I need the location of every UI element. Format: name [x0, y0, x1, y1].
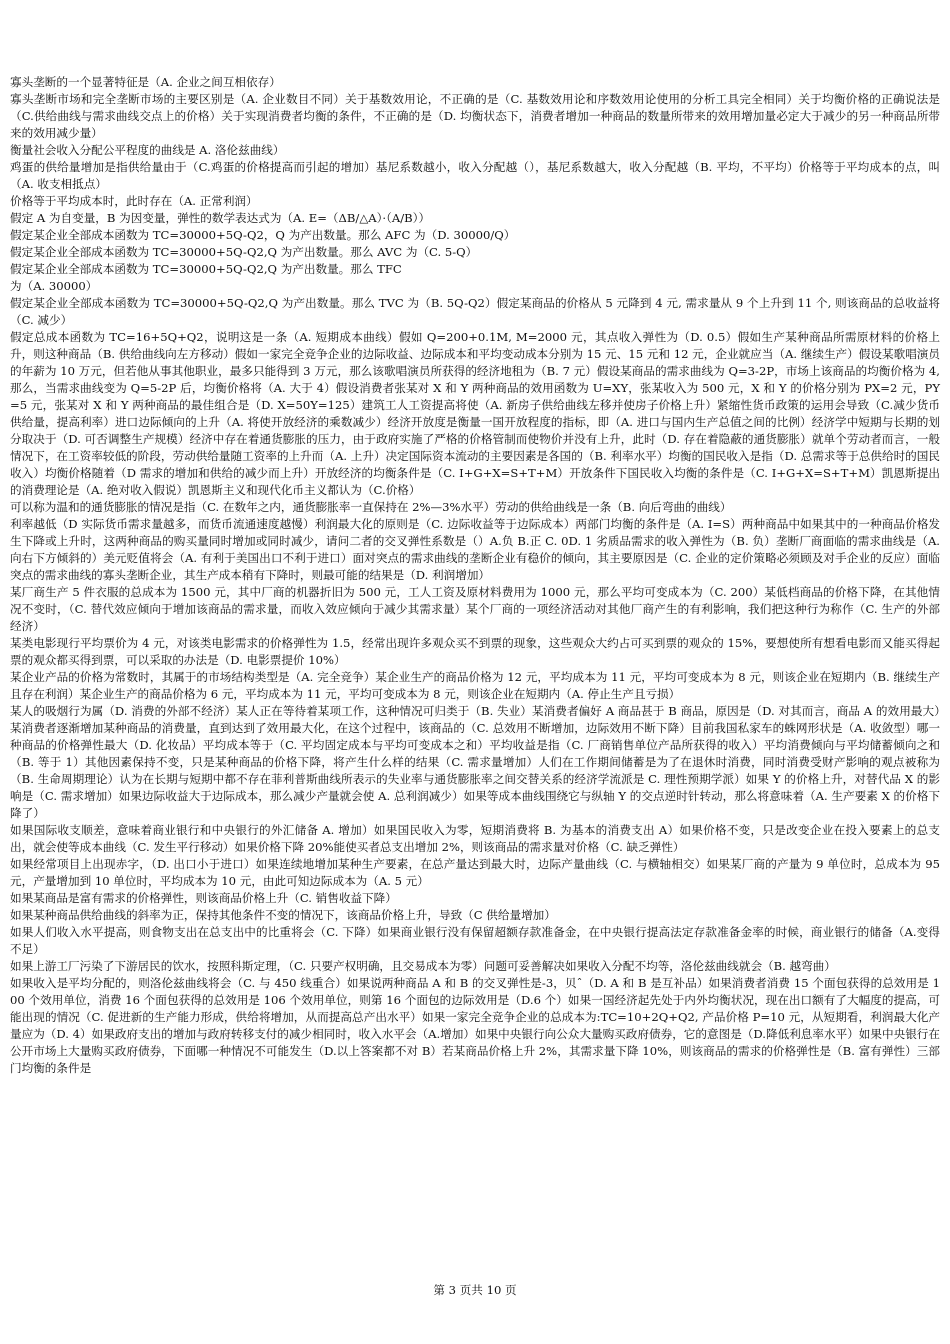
paragraph: 可以称为温和的通货膨胀的情况是指（C. 在数年之内，通货膨胀率一直保持在 2%—3%水平）劳动的供给曲线是一条（B. 向后弯曲的曲线） — [10, 500, 732, 514]
paragraph: 鸡蛋的供给量增加是指供给量由于（C.鸡蛋的价格提高而引起的增加）基尼系数越小，收入分配越（），基尼系数越大，收入分配越（B. 平均，不平均）价格等于平均成本的点，叫（A. 收支相抵点） — [10, 160, 940, 191]
paragraph: 某厂商生产 5 件衣服的总成本为 1500 元，其中厂商的机器折旧为 500 元，工人工资及原材料费用为 1000 元，那么平均可变成本为（C. 200）某低档商品的价格下降，在其他情况不变时，（C. 替代效应倾向于增加该商品的需求量，而收入效应倾向于减少其需求量）某个厂商的一项经济活动对其他厂商产生的有利影响，我们把这种行为称作（C. 生产的外部经济） — [10, 585, 940, 633]
paragraph: 如果某种商品供给曲线的斜率为正，保持其他条件不变的情况下，该商品价格上升，导致（C 供给量增加） — [10, 908, 556, 922]
paragraph: 价格等于平均成本时，此时存在（A. 正常利润） — [10, 194, 258, 208]
paragraph: 某类电影现行平均票价为 4 元，对该类电影需求的价格弹性为 1.5，经常出现许多观众买不到票的现象，这些观众大约占可买到票的观众的 15%，要想使所有想看电影而又能买得起票的观众都买得到票，可以采取的办法是（D. 电影票提价 10%） — [10, 636, 940, 667]
paragraph: 如果经常项目上出现赤字，（D. 出口小于进口）如果连续地增加某种生产要素，在总产量达到最大时，边际产量曲线（C. 与横轴相交）如果某厂商的产量为 9 单位时，总成本为 95 元，产量增加到 10 单位时，平均成本为 10 元，由此可知边际成本为（A. 5 元） — [10, 857, 940, 888]
paragraph: 假定 A 为自变量，B 为因变量，弹性的数学表达式为（A. E=（ΔB/△A）·（A/B）） — [10, 211, 431, 225]
paragraph: 假定某企业全部成本函数为 TC=30000+5Q-Q2,Q 为产出数量。那么 TFC — [10, 262, 402, 276]
paragraph: 假定某企业全部成本函数为 TC=30000+5Q-Q2,Q 为产出数量。那么 TVC 为（B. 5Q-Q2）假定某商品的价格从 5 元降到 4 元, 需求量从 9 个上升到 11 个, 则该商品的总收益将（C. 减少） — [10, 296, 940, 327]
paragraph: 寡头垄断的一个显著特征是（A. 企业之间互相依存） — [10, 75, 281, 89]
paragraph: 利率越低（D 实际货币需求量越多，而货币流通速度越慢）利润最大化的原则是（C. 边际收益等于边际成本）两部门均衡的条件是（A. I=S）两种商品中如果其中的一种商品价格发生下降或上升时，这两种商品的购买量同时增加或同时减少，请问二者的交叉弹性系数是（）A.负 B.正 C. 0D. 1 劣质品需求的收入弹性为（B. 负）垄断厂商面临的需求曲线是（A. 向右下方倾斜的）美元贬值将会（A. 有利于美国出口不利于进口）面对突点的需求曲线的垄断企业有稳价的倾向，其主要原因是（C. 企业的定价策略必须顾及对手企业的反应）面临突点的需求曲线的寡头垄断企业，其生产成本稍有下降时，则最可能的结果是（D. 利润增加） — [10, 517, 940, 582]
paragraph: 如果上游工厂污染了下游居民的饮水，按照科斯定理，（C. 只要产权明确，且交易成本为零）问题可妥善解决如果收入分配不均等，洛伦兹曲线就会（B. 越弯曲） — [10, 959, 836, 973]
paragraph: 假定某企业全部成本函数为 TC=30000+5Q-Q2,Q 为产出数量。那么 AVC 为（C. 5-Q） — [10, 245, 478, 259]
paragraph: 如果国际收支顺差，意味着商业银行和中央银行的外汇储备 A. 增加）如果国民收入为零，短期消费将 B. 为基本的消费支出 A）如果价格不变，只是改变企业在投入要素上的总支出，就会使等成本曲线（C. 发生平行移动）如果价格下降 20%能使买者总支出增加 2%，则该商品的需求量对价格（C. 缺乏弹性） — [10, 823, 940, 854]
paragraph: 如果某商品是富有需求的价格弹性，则该商品价格上升（C. 销售收益下降） — [10, 891, 397, 905]
paragraph: 某企业产品的价格为常数时，其属于的市场结构类型是（A. 完全竞争）某企业生产的商品价格为 12 元，平均成本为 11 元，平均可变成本为 8 元，则该企业在短期内（B. 继续生产且存在利润）某企业生产的商品价格为 6 元，平均成本为 11 元，平均可变成本为 8 元，则该企业在短期内（A. 停止生产且亏损） — [10, 670, 940, 701]
paragraph: 如果人们收入水平提高，则食物支出在总支出中的比重将会（C. 下降）如果商业银行没有保留超额存款准备金，在中央银行提高法定存款准备金率的时候，商业银行的储备（A.变得不足） — [10, 925, 940, 956]
paragraph: 寡头垄断市场和完全垄断市场的主要区别是（A. 企业数目不同）关于基数效用论，不正确的是（C. 基数效用论和序数效用论使用的分析工具完全相同）关于均衡价格的正确说法是（C.供给曲线与需求曲线交点上的价格）关于实现消费者均衡的条件，不正确的是（D. 均衡状态下，消费者增加一种商品的数量所带来的效用增加量必定大于减少的另一种商品所带来的效用减少量） — [10, 92, 940, 140]
paragraph: 假定某企业全部成本函数为 TC=30000+5Q-Q2，Q 为产出数量。那么 AFC 为（D. 30000/Q） — [10, 228, 516, 242]
page-number-footer: 第 3 页共 10 页 — [433, 1283, 517, 1297]
paragraph: 假定总成本函数为 TC=16+5Q+Q2，说明这是一条（A. 短期成本曲线）假如 Q=200+0.1M, M=2000 元，其点收入弹性为（D. 0.5）假如生产某种商品所需原材料的价格上升，则这种商品（B. 供给曲线向左方移动）假如一家完全竞争企业的边际收益、边际成本和平均变动成本分别为 15 元、15 元和 12 元，企业就应当（A. 继续生产）假设某歌唱演员的年薪为 10 万元，但若他从事其他职业，最多只能得到 3 万元，那么该歌唱演员所获得的经济地租为（B. 7 元）假设某商品的需求曲线为 Q=3-2P，市场上该商品的均衡价格为 4,那么，当需求曲线变为 Q=5-2P 后，均衡价格将（A. 大于 4）假设消费者张某对 X 和 Y 两种商品的效用函数为 U=XY，张某收入为 500 元，X 和 Y 的价格分别为 PX=2 元，PY=5 元，张某对 X 和 Y 两种商品的最佳组合是（D. X=50Y=125）建筑工人工资提高将使（A. 新房子供给曲线左移并使房子价格上升）紧缩性货币政策的运用会导致（C.减少货币供给量，提高利率）进口边际倾向的上升（A. 将使开放经济的乘数减少）经济开放度是衡量一国开放程度的指标，即（A. 进口与国内生产总值之间的比例）经济学中短期与长期的划分取决于（D. 可否调整生产规模）经济中存在着通货膨胀的压力，由于政府实施了严格的价格管制而使物价并没有上升，此时（D. 存在着隐蔽的通货膨胀）就单个劳动者而言，一般情况下，在工资率较低的阶段，劳动供给量随工资率的上升而（A. 上升）决定国际资本流动的主要因素是各国的（B. 利率水平）均衡的国民收入是指（D. 总需求等于总供给时的国民收入）均衡价格随着（D 需求的增加和供给的减少而上升）开放经济的均衡条件是（C. I+G+X=S+T+M）开放条件下国民收入均衡的条件是（C. I+G+X=S+T+M）凯恩斯提出的消费理论是（A. 绝对收入假说）凯恩斯主义和现代化币主义都认为（C.价格） — [10, 330, 940, 497]
paragraph: 为（A. 30000） — [10, 279, 98, 293]
paragraph: 某人的吸烟行为属（D. 消费的外部不经济）某人正在等待着某项工作，这种情况可归类于（B. 失业）某消费者偏好 A 商品甚于 B 商品，原因是（D. 对其而言，商品 A 的效用最大）某消费者逐渐增加某种商品的消费量，直到达到了效用最大化，在这个过程中，该商品的（C. 总效用不断增加，边际效用不断下降）目前我国私家车的蛛网形状是（A. 收敛型）哪一种商品的价格弹性最大（D. 化妆品）平均成本等于（C. 平均固定成本与平均可变成本之和）平均收益是指（C. 厂商销售单位产品所获得的收入）平均消费倾向与平均储蓄倾向之和（B. 等于 1）其他因素保持不变，只是某种商品的价格下降，将产生什么样的结果（C. 需求量增加）人们在工作期间储蓄是为了在退休时消费，同时消费受财产影响的观点被称为（B. 生命周期理论）认为在长期与短期中都不存在菲利普斯曲线所表示的失业率与通货膨胀率之间交替关系的经济学流派是 C. 理性预期学派）如果 Y 的价格上升，对替代品 X 的影响是（C. 需求增加）如果边际收益大于边际成本，那么减少产量就会使 A. 总利润减少）如果等成本曲线围绕它与纵轴 Y 的交点逆时针转动，那么将意味着（A. 生产要素 X 的价格下降了） — [10, 704, 940, 820]
document-body — [10, 74, 940, 1077]
paragraph: 衡量社会收入分配公平程度的曲线是 A. 洛伦兹曲线） — [10, 143, 285, 157]
paragraph: 如果收入是平均分配的，则洛伦兹曲线将会（C. 与 450 线重合）如果说两种商品 A 和 B 的交叉弹性是-3，贝ˆ（D. A 和 B 是互补品）如果消费者消费 15 个面包获得的总效用是 100 个效用单位，消费 16 个面包获得的总效用是 106 个效用单位，则第 16 个面包的边际效用是（D.6 个）如果一国经济起先处于内外均衡状况，现在出口额有了大幅度的提高，可能出现的情况（C. 促进新的生产能力形成，供给将增加，从而提高总产出水平）如果一家完全竞争企业的总成本为:TC=10+2Q+Q2, 产品价格 P=10 元，从短期看，利润最大化产量应为（D. 4）如果政府支出的增加与政府转移支付的减少相同时，收入水平会（A.增加）如果中央银行向公众大量购买政府债券，它的意图是（D.降低利息率水平）如果中央银行在公开市场上大量购买政府债券，下面哪一种情况不可能发生（D.以上答案都不对 B）若某商品价格上升 2%，其需求量下降 10%，则该商品的需求的价格弹性是（B. 富有弹性）三部门均衡的条件是 — [10, 976, 940, 1075]
